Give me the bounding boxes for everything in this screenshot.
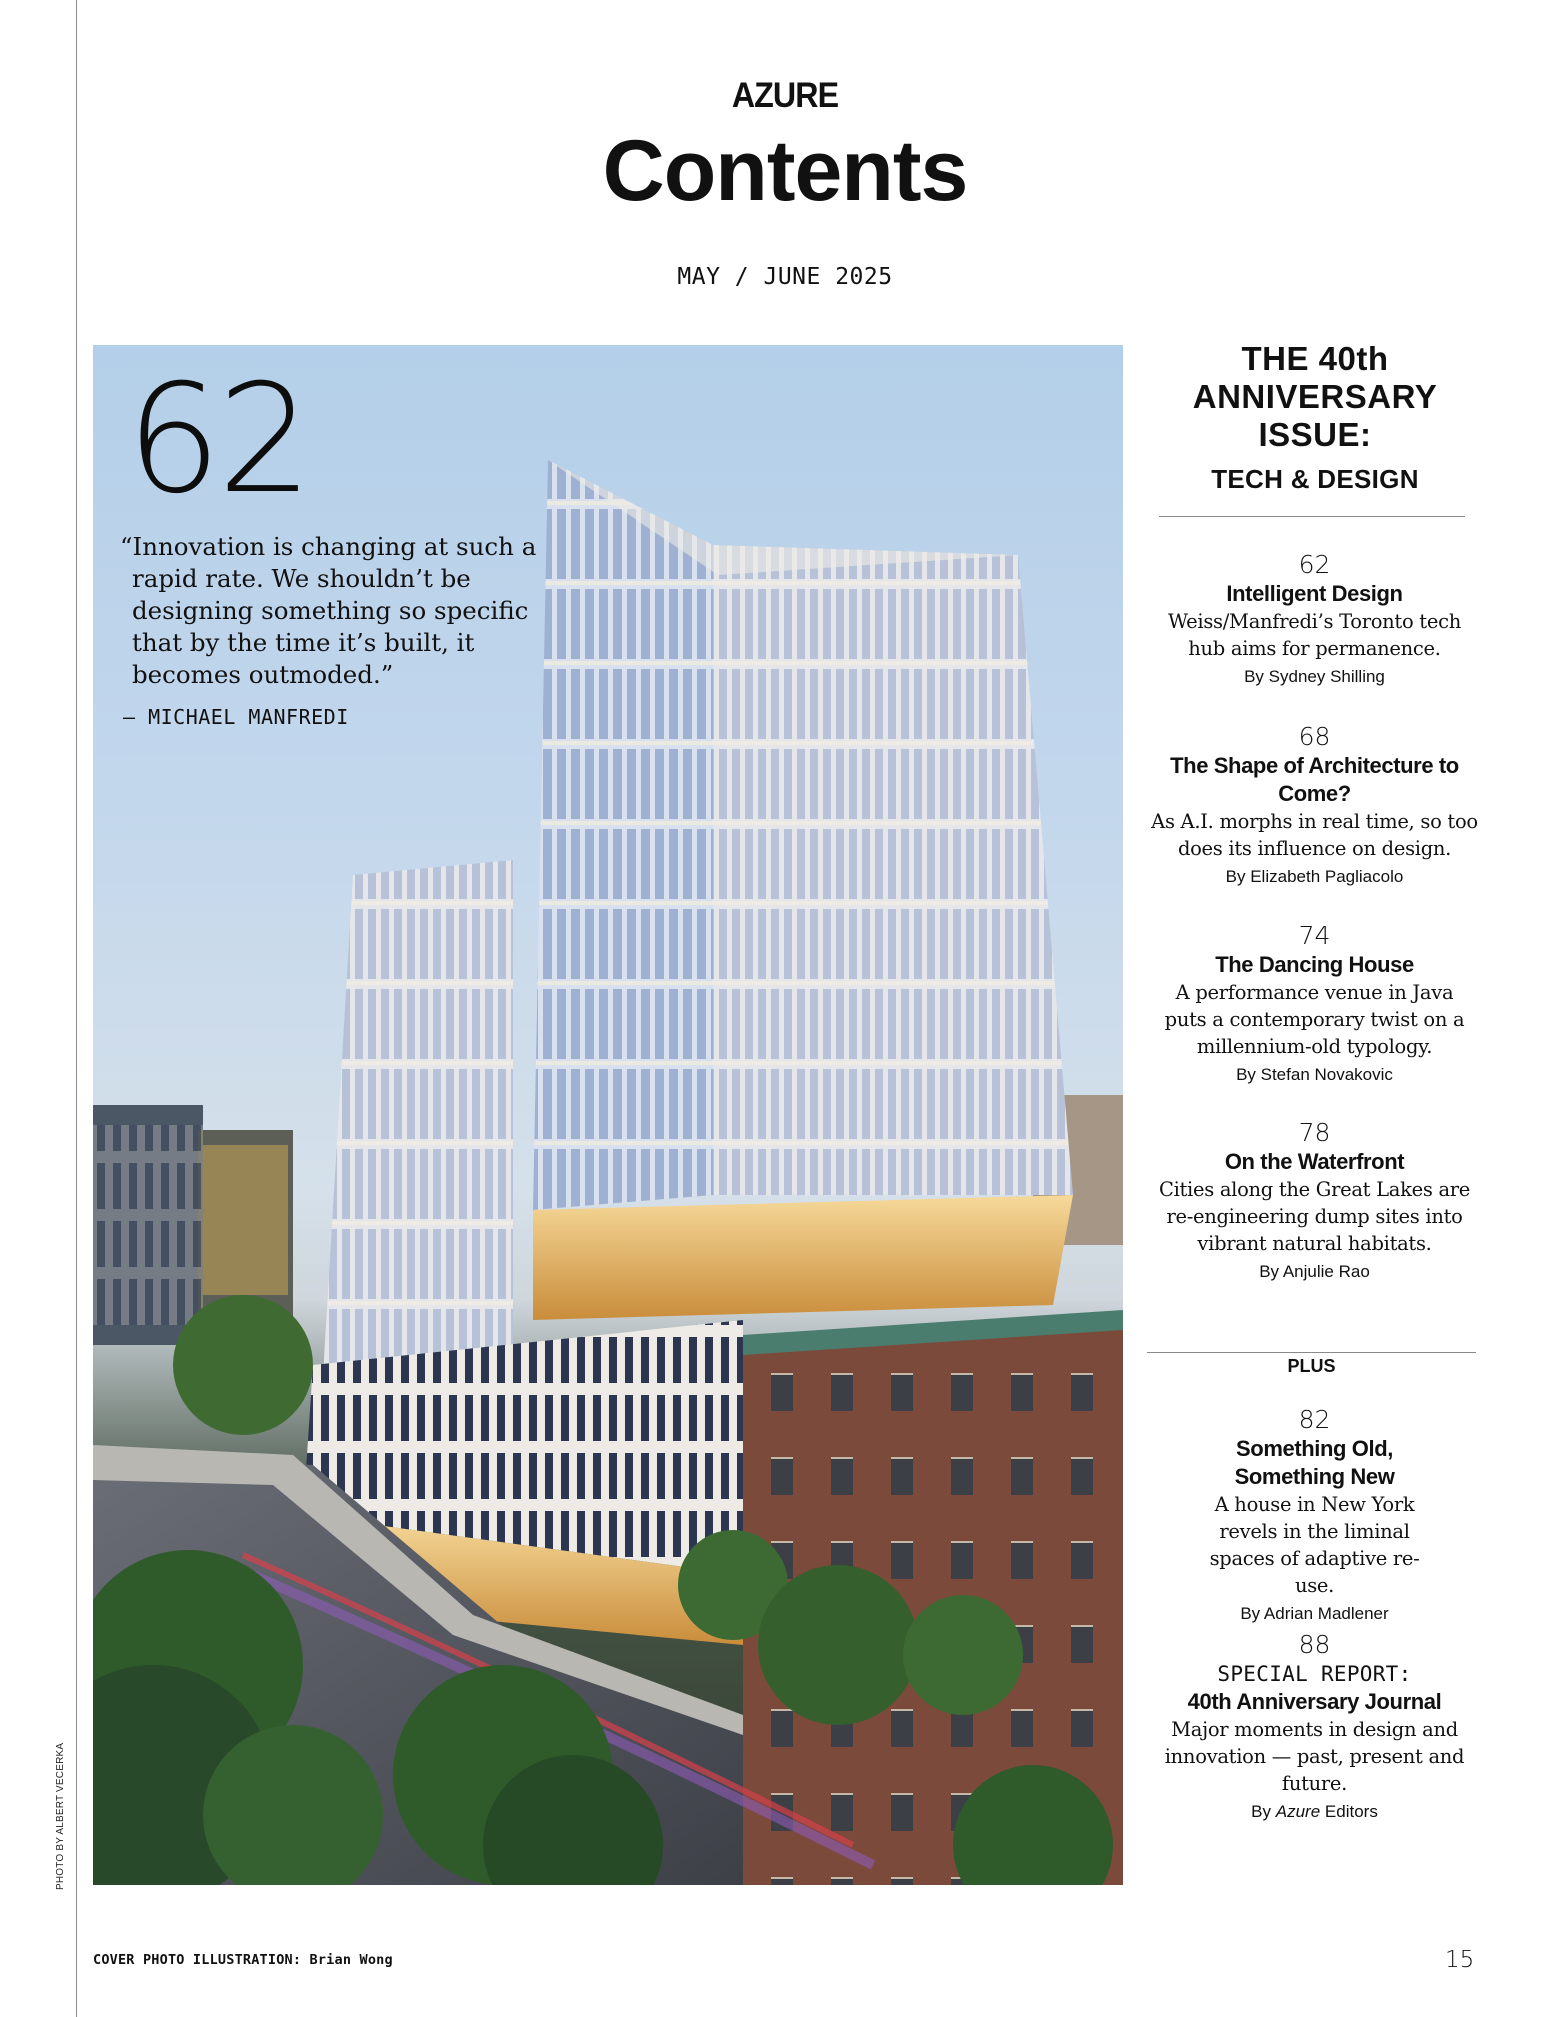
toc-entry[interactable] <box>1142 1630 1487 1824</box>
entry-byline: By Adrian Madlener <box>1240 1604 1389 1623</box>
toc-entry[interactable] <box>1142 550 1487 689</box>
divider <box>1159 516 1465 517</box>
issue-date: MAY / JUNE 2025 <box>677 264 893 290</box>
margin-rule <box>76 0 77 2017</box>
entry-page-number: 88 <box>1298 1630 1331 1659</box>
entry-description: As A.I. morphs in real time, so too does its influence on design. <box>1151 810 1478 860</box>
issue-heading-block <box>1150 340 1480 495</box>
issue-heading-line-3: ISSUE: <box>1258 416 1372 453</box>
entry-byline: By Elizabeth Pagliacolo <box>1225 867 1404 886</box>
entry-byline: By Anjulie Rao <box>1259 1262 1370 1281</box>
entry-title[interactable]: Something Old, Something New <box>1234 1436 1395 1489</box>
cover-credit: COVER PHOTO ILLUSTRATION: Brian Wong <box>93 1952 393 1968</box>
entry-title[interactable]: The Shape of Architecture to Come? <box>1170 753 1459 806</box>
entry-description: Cities along the Great Lakes are re-engineering dump sites into vibrant natural habitats. <box>1158 1178 1471 1255</box>
entry-description: Major moments in design and innovation — past, present and future. <box>1164 1718 1465 1795</box>
entry-page-number: 82 <box>1298 1405 1331 1434</box>
entry-page-number: 68 <box>1298 722 1331 751</box>
hero-page-number: 62 <box>126 353 309 527</box>
byline-suffix: Editors <box>1324 1802 1378 1821</box>
entry-kicker: SPECIAL REPORT: <box>1217 1662 1412 1686</box>
toc-entry[interactable] <box>1142 1405 1487 1626</box>
page-folio: 15 <box>1445 1947 1475 1973</box>
issue-heading-line-2: ANNIVERSARY <box>1192 378 1438 415</box>
issue-heading-line-1: THE 40th <box>1241 340 1389 377</box>
entry-page-number: 74 <box>1298 921 1331 950</box>
entry-description: Weiss/Manfredi’s Toronto tech hub aims for permanence. <box>1168 610 1461 660</box>
hero-photo <box>93 345 1123 1885</box>
entry-description: A performance venue in Java puts a contemporary twist on a millennium-old typology. <box>1164 981 1465 1058</box>
toc-entry[interactable] <box>1142 722 1487 889</box>
entry-page-number: 62 <box>1298 550 1331 579</box>
toc-entry[interactable] <box>1142 921 1487 1087</box>
byline-publication: Azure <box>1275 1802 1321 1821</box>
quote-attribution: — MICHAEL MANFREDI <box>123 705 349 729</box>
entry-title[interactable]: The Dancing House <box>1215 952 1414 977</box>
pull-quote: “Innovation is changing at such a rapid rate. We shouldn’t be designing something so specific that by the time it’s built, it becomes outmoded.” <box>120 532 537 689</box>
divider <box>1147 1352 1476 1353</box>
entry-title[interactable]: Intelligent Design <box>1226 581 1403 606</box>
plus-section-label: PLUS <box>1287 1356 1336 1376</box>
entry-byline: By Stefan Novakovic <box>1236 1065 1393 1084</box>
brand-logo: AZURE <box>731 76 839 115</box>
entry-description: A house in New York revels in the liminal spaces of adaptive re-use. <box>1209 1493 1420 1597</box>
entry-page-number: 78 <box>1298 1118 1331 1147</box>
entry-byline <box>1142 1800 1487 1824</box>
page-title: Contents <box>602 123 968 219</box>
toc-entry[interactable] <box>1142 1118 1487 1284</box>
byline-prefix: By <box>1251 1802 1272 1821</box>
entry-byline: By Sydney Shilling <box>1244 667 1385 686</box>
issue-subheading: TECH & DESIGN <box>1211 464 1419 494</box>
entry-title[interactable]: 40th Anniversary Journal <box>1187 1689 1442 1714</box>
entry-title[interactable]: On the Waterfront <box>1224 1149 1405 1174</box>
photo-credit: PHOTO BY ALBERT VECERKA <box>55 1742 66 1890</box>
